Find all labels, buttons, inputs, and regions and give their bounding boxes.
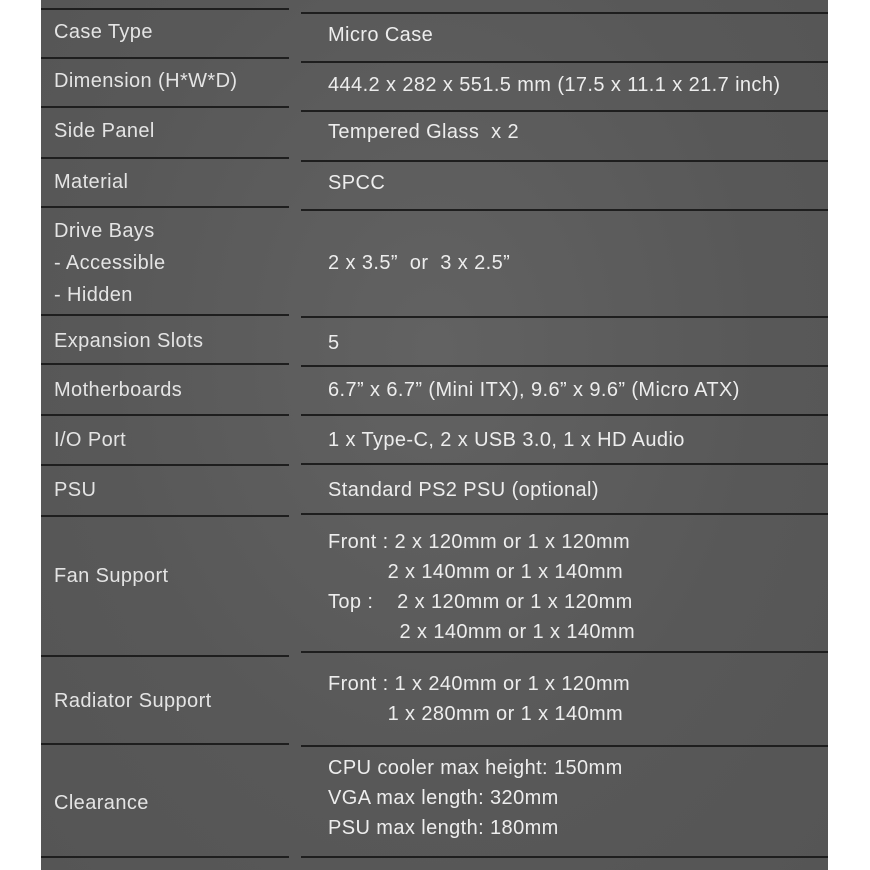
row-separator bbox=[41, 856, 289, 858]
row-separator bbox=[301, 110, 828, 112]
row-separator bbox=[301, 61, 828, 63]
row-separator bbox=[41, 206, 289, 208]
row-separator bbox=[301, 856, 828, 858]
row-separator bbox=[301, 463, 828, 465]
spec-label bbox=[54, 215, 166, 311]
spec-value-line: VGA max length: 320mm bbox=[328, 787, 559, 809]
spec-value-line: Tempered Glass x 2 bbox=[328, 121, 520, 143]
row-separator bbox=[41, 464, 289, 466]
spec-value-line: 444.2 x 282 x 551.5 mm (17.5 x 11.1 x 21.7 inch) bbox=[328, 74, 781, 96]
spec-label bbox=[54, 65, 238, 97]
spec-label-line: Motherboards bbox=[54, 379, 183, 401]
spec-label-line: Case Type bbox=[54, 21, 153, 43]
spec-label bbox=[54, 424, 126, 456]
spec-label bbox=[54, 115, 155, 147]
spec-label-line: Fan Support bbox=[54, 565, 169, 587]
spec-label-line: Radiator Support bbox=[54, 690, 212, 712]
spec-label-line: Clearance bbox=[54, 792, 149, 814]
spec-value-line: 1 x Type-C, 2 x USB 3.0, 1 x HD Audio bbox=[328, 429, 685, 451]
row-separator bbox=[301, 414, 828, 416]
spec-label-line: Side Panel bbox=[54, 120, 155, 142]
spec-label bbox=[54, 166, 128, 198]
spec-value bbox=[328, 753, 623, 843]
row-separator bbox=[41, 655, 289, 657]
spec-value bbox=[328, 425, 685, 455]
row-separator bbox=[41, 314, 289, 316]
spec-table bbox=[41, 0, 828, 870]
spec-label bbox=[54, 16, 153, 48]
spec-label-line: - Hidden bbox=[54, 284, 133, 306]
spec-value-line: Top : 2 x 120mm or 1 x 120mm bbox=[328, 591, 633, 613]
spec-label-line: I/O Port bbox=[54, 429, 127, 451]
spec-value-line: 5 bbox=[328, 332, 340, 354]
row-separator bbox=[41, 363, 289, 365]
spec-value-line: Front : 2 x 120mm or 1 x 120mm bbox=[328, 531, 631, 553]
spec-value-line: PSU max length: 180mm bbox=[328, 817, 559, 839]
spec-value-line: 1 x 280mm or 1 x 140mm bbox=[328, 703, 624, 725]
spec-value-line: 2 x 3.5” or 3 x 2.5” bbox=[328, 252, 511, 274]
spec-value bbox=[328, 328, 340, 358]
spec-label-line: Expansion Slots bbox=[54, 330, 204, 352]
row-separator bbox=[301, 365, 828, 367]
row-separator bbox=[301, 513, 828, 515]
spec-label-line: PSU bbox=[54, 479, 97, 501]
spec-label bbox=[54, 325, 203, 357]
row-separator bbox=[41, 106, 289, 108]
spec-label-line: Drive Bays bbox=[54, 220, 155, 242]
row-separator bbox=[301, 745, 828, 747]
spec-value bbox=[328, 475, 599, 505]
row-separator bbox=[41, 743, 289, 745]
spec-label bbox=[54, 685, 212, 717]
spec-label bbox=[54, 560, 168, 592]
spec-value bbox=[328, 669, 630, 729]
spec-value bbox=[328, 70, 780, 100]
spec-value bbox=[328, 375, 740, 405]
spec-value-line: Micro Case bbox=[328, 24, 434, 46]
row-separator bbox=[301, 651, 828, 653]
row-separator bbox=[41, 414, 289, 416]
spec-label bbox=[54, 474, 96, 506]
spec-label-line: Material bbox=[54, 171, 129, 193]
spec-value-line: 2 x 140mm or 1 x 140mm bbox=[328, 561, 624, 583]
spec-label bbox=[54, 374, 182, 406]
spec-label-line: - Accessible bbox=[54, 252, 166, 274]
spec-value bbox=[328, 117, 519, 147]
spec-value bbox=[328, 527, 635, 647]
row-separator bbox=[41, 57, 289, 59]
spec-value-line: CPU cooler max height: 150mm bbox=[328, 757, 623, 779]
row-separator bbox=[301, 209, 828, 211]
spec-value bbox=[328, 20, 433, 50]
spec-label-line: Dimension (H*W*D) bbox=[54, 70, 238, 92]
row-separator bbox=[301, 160, 828, 162]
spec-value-line: 2 x 140mm or 1 x 140mm bbox=[328, 621, 636, 643]
spec-value-line: Standard PS2 PSU (optional) bbox=[328, 479, 599, 501]
spec-value bbox=[328, 248, 510, 278]
row-separator bbox=[41, 515, 289, 517]
spec-value-line: 6.7” x 6.7” (Mini ITX), 9.6” x 9.6” (Micro ATX) bbox=[328, 379, 740, 401]
row-separator bbox=[41, 8, 289, 10]
spec-value-line: SPCC bbox=[328, 172, 386, 194]
spec-value-line: Front : 1 x 240mm or 1 x 120mm bbox=[328, 673, 631, 695]
spec-label bbox=[54, 787, 149, 819]
row-separator bbox=[301, 12, 828, 14]
spec-value bbox=[328, 168, 385, 198]
row-separator bbox=[41, 157, 289, 159]
row-separator bbox=[301, 316, 828, 318]
